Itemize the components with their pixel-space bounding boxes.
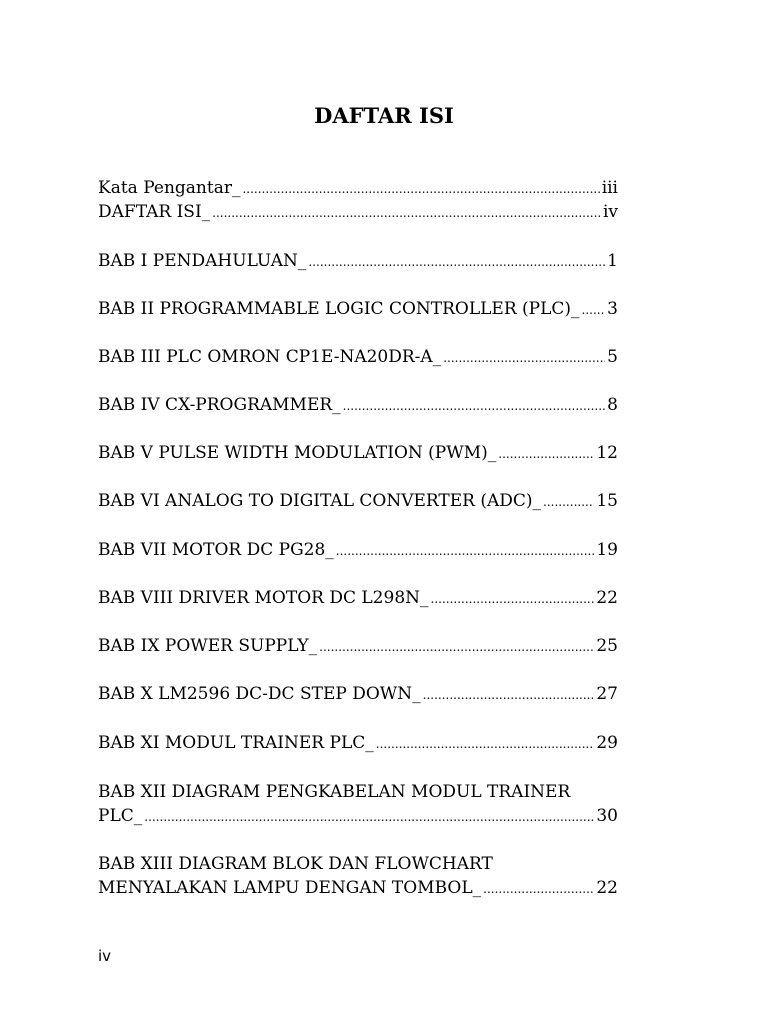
toc-entry	[98, 852, 618, 900]
dot-leader	[343, 394, 606, 418]
dot-leader	[336, 539, 595, 563]
toc-entry-label: BAB IV CX-PROGRAMMER_	[98, 395, 341, 415]
toc-entry-label: BAB V PULSE WIDTH MODULATION (PWM)_	[98, 443, 497, 463]
toc-entry-label: BAB II PROGRAMMABLE LOGIC CONTROLLER (PLC)_	[98, 299, 580, 319]
toc-entry-label: BAB X LM2596 DC-DC STEP DOWN_	[98, 684, 421, 704]
toc-entry-label-line1: BAB XII DIAGRAM PENGKABELAN MODUL TRAINER	[98, 782, 571, 802]
toc-entry-page: 27	[596, 684, 618, 704]
toc-entry	[98, 538, 618, 562]
toc-entry-label: BAB XI MODUL TRAINER PLC_	[98, 733, 374, 753]
dot-leader	[582, 298, 606, 322]
toc-entry-label: BAB VI ANALOG TO DIGITAL CONVERTER (ADC)_	[98, 491, 542, 511]
dot-leader	[242, 177, 599, 201]
toc-entry	[98, 441, 618, 465]
toc-entry-label: BAB III PLC OMRON CP1E-NA20DR-A_	[98, 347, 442, 367]
toc-entry	[98, 200, 618, 224]
toc-entry-page: 5	[607, 347, 618, 367]
toc-entry-page: 25	[596, 636, 618, 656]
dot-leader	[498, 442, 594, 466]
toc-entry-label: MENYALAKAN LAMPU DENGAN TOMBOL_	[98, 878, 482, 898]
toc-entry-page: 3	[607, 299, 618, 319]
toc-entry-label: BAB IX POWER SUPPLY_	[98, 636, 318, 656]
toc-entry-label: PLC_	[98, 806, 143, 826]
dot-leader	[144, 805, 594, 829]
toc-entry-label: DAFTAR ISI_	[98, 202, 211, 222]
toc-entry-page: 29	[596, 733, 618, 753]
page-number: iv	[98, 947, 112, 965]
toc-entry	[98, 345, 618, 369]
toc-entry	[98, 297, 618, 321]
dot-leader	[431, 587, 595, 611]
toc-entry-label: BAB I PENDAHULUAN_	[98, 251, 307, 271]
toc-entry	[98, 176, 618, 200]
toc-entry-page: 22	[596, 588, 618, 608]
toc-entry-page: 15	[596, 491, 618, 511]
toc-entry-page: iv	[602, 202, 618, 222]
toc-entry-page: 19	[596, 540, 618, 560]
toc-entry-page: 8	[607, 395, 618, 415]
toc-entry	[98, 393, 618, 417]
toc-entry-page: 12	[596, 443, 618, 463]
toc-entry	[98, 489, 618, 513]
toc-entry	[98, 780, 618, 828]
dot-leader	[319, 635, 594, 659]
dot-leader	[212, 201, 601, 225]
dot-leader	[443, 346, 605, 370]
dot-leader	[376, 732, 595, 756]
toc-entry	[98, 634, 618, 658]
toc-entry	[98, 731, 618, 755]
toc-entry-label: BAB VIII DRIVER MOTOR DC L298N_	[98, 588, 429, 608]
toc-entry-label-line1: BAB XIII DIAGRAM BLOK DAN FLOWCHART	[98, 854, 493, 874]
toc-entry-label: Kata Pengantar_	[98, 178, 241, 198]
dot-leader	[543, 490, 594, 514]
dot-leader	[423, 683, 595, 707]
toc-entry	[98, 249, 618, 273]
toc-entry-page: 22	[596, 878, 618, 898]
page-title: DAFTAR ISI	[314, 103, 454, 128]
dot-leader	[483, 877, 594, 901]
toc-entry	[98, 682, 618, 706]
toc-entry-label: BAB VII MOTOR DC PG28_	[98, 540, 334, 560]
toc-entry	[98, 586, 618, 610]
toc-entry-page: 1	[607, 251, 618, 271]
toc-entry-page: iii	[601, 178, 618, 198]
toc-entry-page: 30	[596, 806, 618, 826]
dot-leader	[308, 250, 605, 274]
